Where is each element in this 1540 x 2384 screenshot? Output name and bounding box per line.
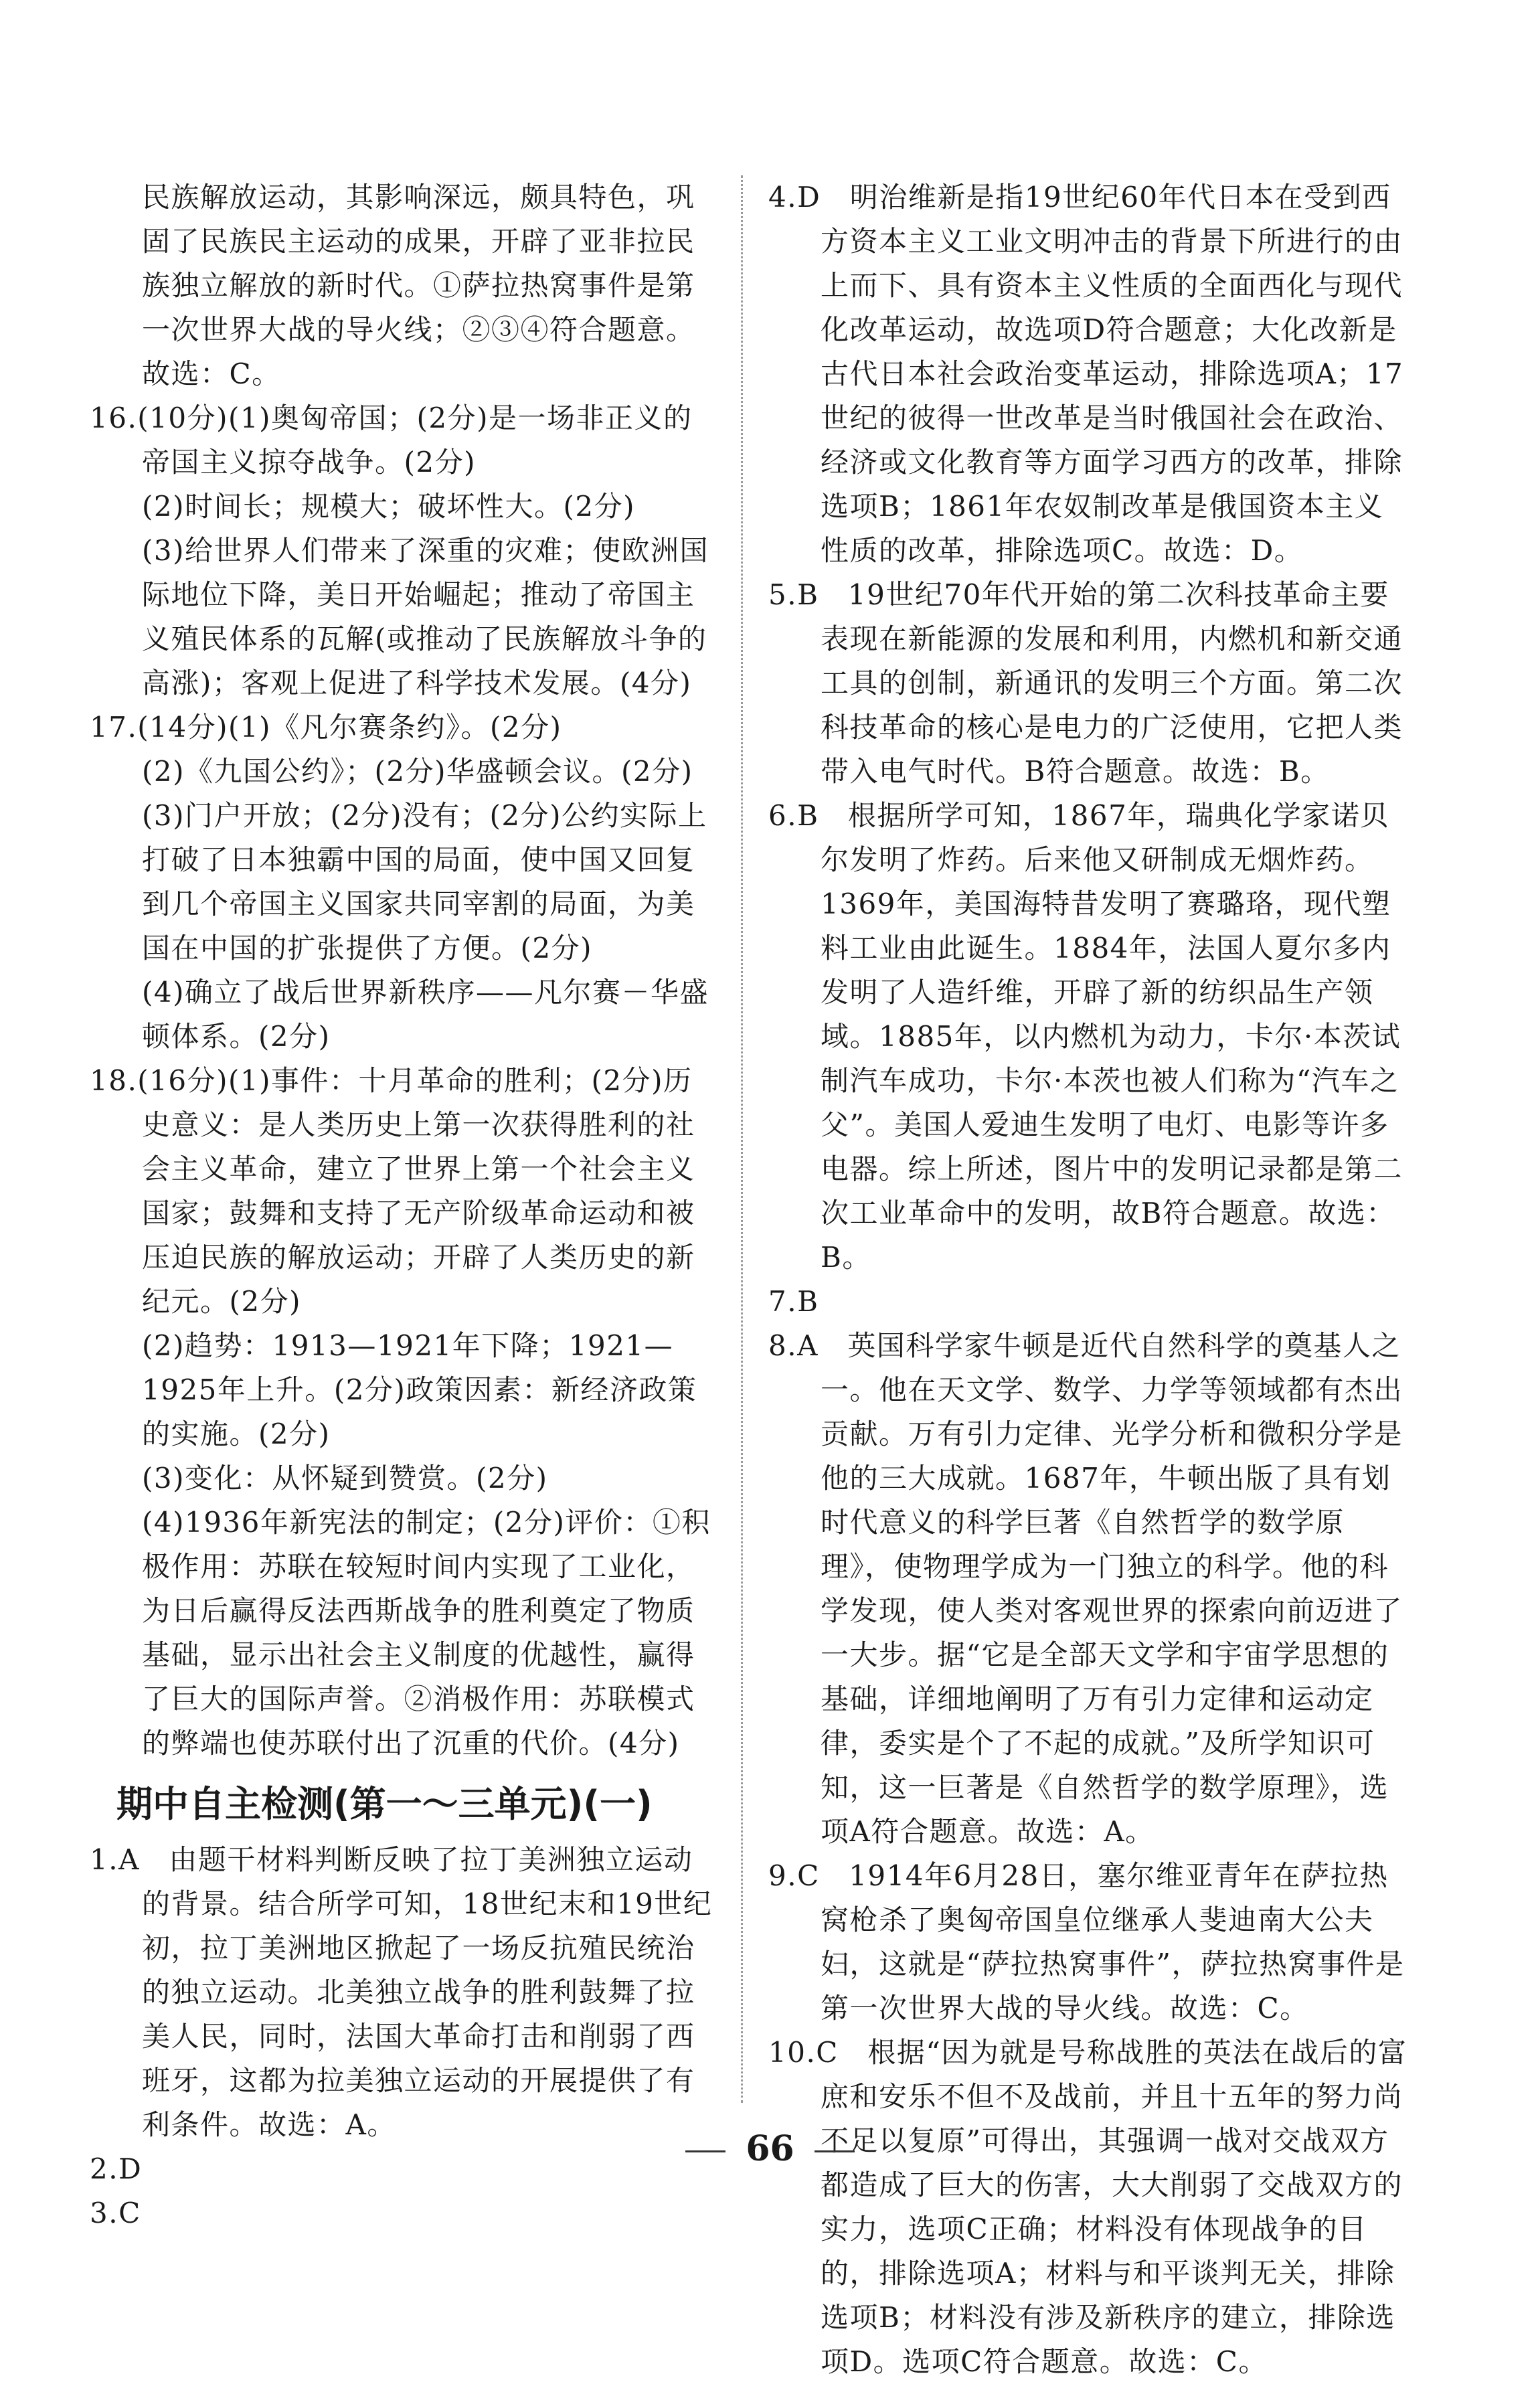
right-column — [768, 175, 1411, 2384]
answer-17-part-1: 17.(14分)(1)《凡尔赛条约》。(2分) — [90, 711, 562, 744]
answer-17-part-3: (3)门户开放；(2分)没有；(2分)公约实际上打破了日本独霸中国的局面，使中国又回复到几个帝国主义国家共同宰割的局面，为美国在中国的扩张提供了方便。(2分) — [142, 799, 707, 964]
footer-dash-left — [685, 2150, 725, 2152]
column-divider — [741, 175, 743, 2103]
page-footer — [0, 2128, 1540, 2169]
answer-18-part-1: 18.(16分)(1)事件：十月革命的胜利；(2分)历史意义：是人类历史上第一次获得胜利的社会主义革命，建立了世界上第一个社会主义国家；鼓舞和支持了无产阶级革命运动和被压迫民族的解放运动；开辟了人类历史的新纪元。(2分) — [90, 1064, 695, 1318]
answer-18-part-3: (3)变化：从怀疑到赞赏。(2分) — [142, 1462, 548, 1495]
answer-3: 3.C — [90, 2197, 141, 2229]
answer-16-part-2: (2)时间长；规模大；破坏性大。(2分) — [142, 490, 635, 523]
answer-10: 10.C 根据“因为就是号称战胜的英法在战后的富庶和安乐不但不及战前，并且十五年的努力尚不足以复原”可得出，其强调一战对交战双方都造成了巨大的伤害，大大削弱了交战双方的实力，选项C正确；材料没有体现战争的目的，排除选项A；材料与和平谈判无关，排除选项B；材料没有涉及新秩序的建立，排除选项D。选项C符合题意。故选：C。 — [768, 2036, 1407, 2378]
section-title: 期中自主检测(第一～三单元)(一) — [116, 1783, 653, 1825]
answer-continuation: 民族解放运动，其影响深远，颇具特色，巩固了民族民主运动的成果，开辟了亚非拉民族独立解放的新时代。①萨拉热窝事件是第一次世界大战的导火线；②③④符合题意。故选：C。 — [142, 181, 695, 390]
answer-9: 9.C 1914年6月28日，塞尔维亚青年在萨拉热窝枪杀了奥匈帝国皇位继承人斐迪南大公夫妇，这就是“萨拉热窝事件”，萨拉热窝事件是第一次世界大战的导火线。故选：C。 — [768, 1859, 1405, 2025]
answer-18-part-4: (4)1936年新宪法的制定；(2分)评价：①积极作用：苏联在较短时间内实现了工业化，为日后赢得反法西斯战争的胜利奠定了物质基础，显示出社会主义制度的优越性，赢得了巨大的国际声誉。②消极作用：苏联模式的弊端也使苏联付出了沉重的代价。(4分) — [142, 1506, 711, 1760]
answer-1: 1.A 由题干材料判断反映了拉丁美洲独立运动的背景。结合所学可知，18世纪末和19世纪初，拉丁美洲地区掀起了一场反抗殖民统治的独立运动。北美独立战争的胜利鼓舞了拉美人民，同时，法国大革命打击和削弱了西班牙，这都为拉美独立运动的开展提供了有利条件。故选：A。 — [90, 1843, 713, 2141]
answer-16-part-3: (3)给世界人们带来了深重的灾难；使欧洲国际地位下降，美日开始崛起；推动了帝国主义殖民体系的瓦解(或推动了民族解放斗争的高涨)；客观上促进了科学技术发展。(4分) — [142, 534, 709, 699]
answer-5: 5.B 19世纪70年代开始的第二次科技革命主要表现在新能源的发展和利用，内燃机和新交通工具的创制，新通讯的发明三个方面。第二次科技革命的核心是电力的广泛使用，它把人类带入电气时代。B符合题意。故选：B。 — [768, 578, 1403, 788]
answer-18-part-2: (2)趋势：1913—1921年下降；1921—1925年上升。(2分)政策因素：新经济政策的实施。(2分) — [142, 1329, 697, 1450]
answer-8: 8.A 英国科学家牛顿是近代自然科学的奠基人之一。他在天文学、数学、力学等领域都有杰出贡献。万有引力定律、光学分析和微积分学是他的三大成就。1687年，牛顿出版了具有划时代意义的科学巨著《自然哲学的数学原理》，使物理学成为一门独立的科学。他的科学发现，使人类对客观世界的探索向前迈进了一大步。据“它是全部天文学和宇宙学思想的基础，详细地阐明了万有引力定律和运动定律，委实是个了不起的成就。”及所学知识可知，这一巨著是《自然哲学的数学原理》，选项A符合题意。故选：A。 — [768, 1329, 1403, 1848]
answer-2: 2.D — [90, 2152, 143, 2185]
footer-dash-right — [815, 2150, 855, 2152]
answer-6: 6.B 根据所学可知，1867年，瑞典化学家诺贝尔发明了炸药。后来他又研制成无烟炸药。1369年，美国海特昔发明了赛璐珞，现代塑料工业由此诞生。1884年，法国人夏尔多内发明了人造纤维，开辟了新的纺织品生产领域。1885年，以内燃机为动力，卡尔·本茨试制汽车成功，卡尔·本茨也被人们称为“汽车之父”。美国人爱迪生发明了电灯、电影等许多电器。综上所述，图片中的发明记录都是第二次工业革命中的发明，故B符合题意。故选：B。 — [768, 799, 1403, 1274]
answer-7: 7.B — [768, 1285, 819, 1318]
page-number: 66 — [746, 2128, 794, 2169]
answer-4: 4.D 明治维新是指19世纪60年代日本在受到西方资本主义工业文明冲击的背景下所进行的由上而下、具有资本主义性质的全面西化与现代化改革运动，故选项D符合题意；大化改新是古代日本社会政治变革运动，排除选项A；17世纪的彼得一世改革是当时俄国社会在政治、经济或文化教育等方面学习西方的改革，排除选项B；1861年农奴制改革是俄国资本主义性质的改革，排除选项C。故选：D。 — [768, 181, 1404, 567]
answer-16-part-1: 16.(10分)(1)奥匈帝国；(2分)是一场非正义的帝国主义掠夺战争。(2分) — [90, 402, 693, 479]
left-column — [90, 175, 719, 2235]
answer-17-part-4: (4)确立了战后世界新秩序——凡尔赛－华盛顿体系。(2分) — [142, 976, 709, 1053]
answer-17-part-2: (2)《九国公约》；(2分)华盛顿会议。(2分) — [142, 755, 693, 788]
